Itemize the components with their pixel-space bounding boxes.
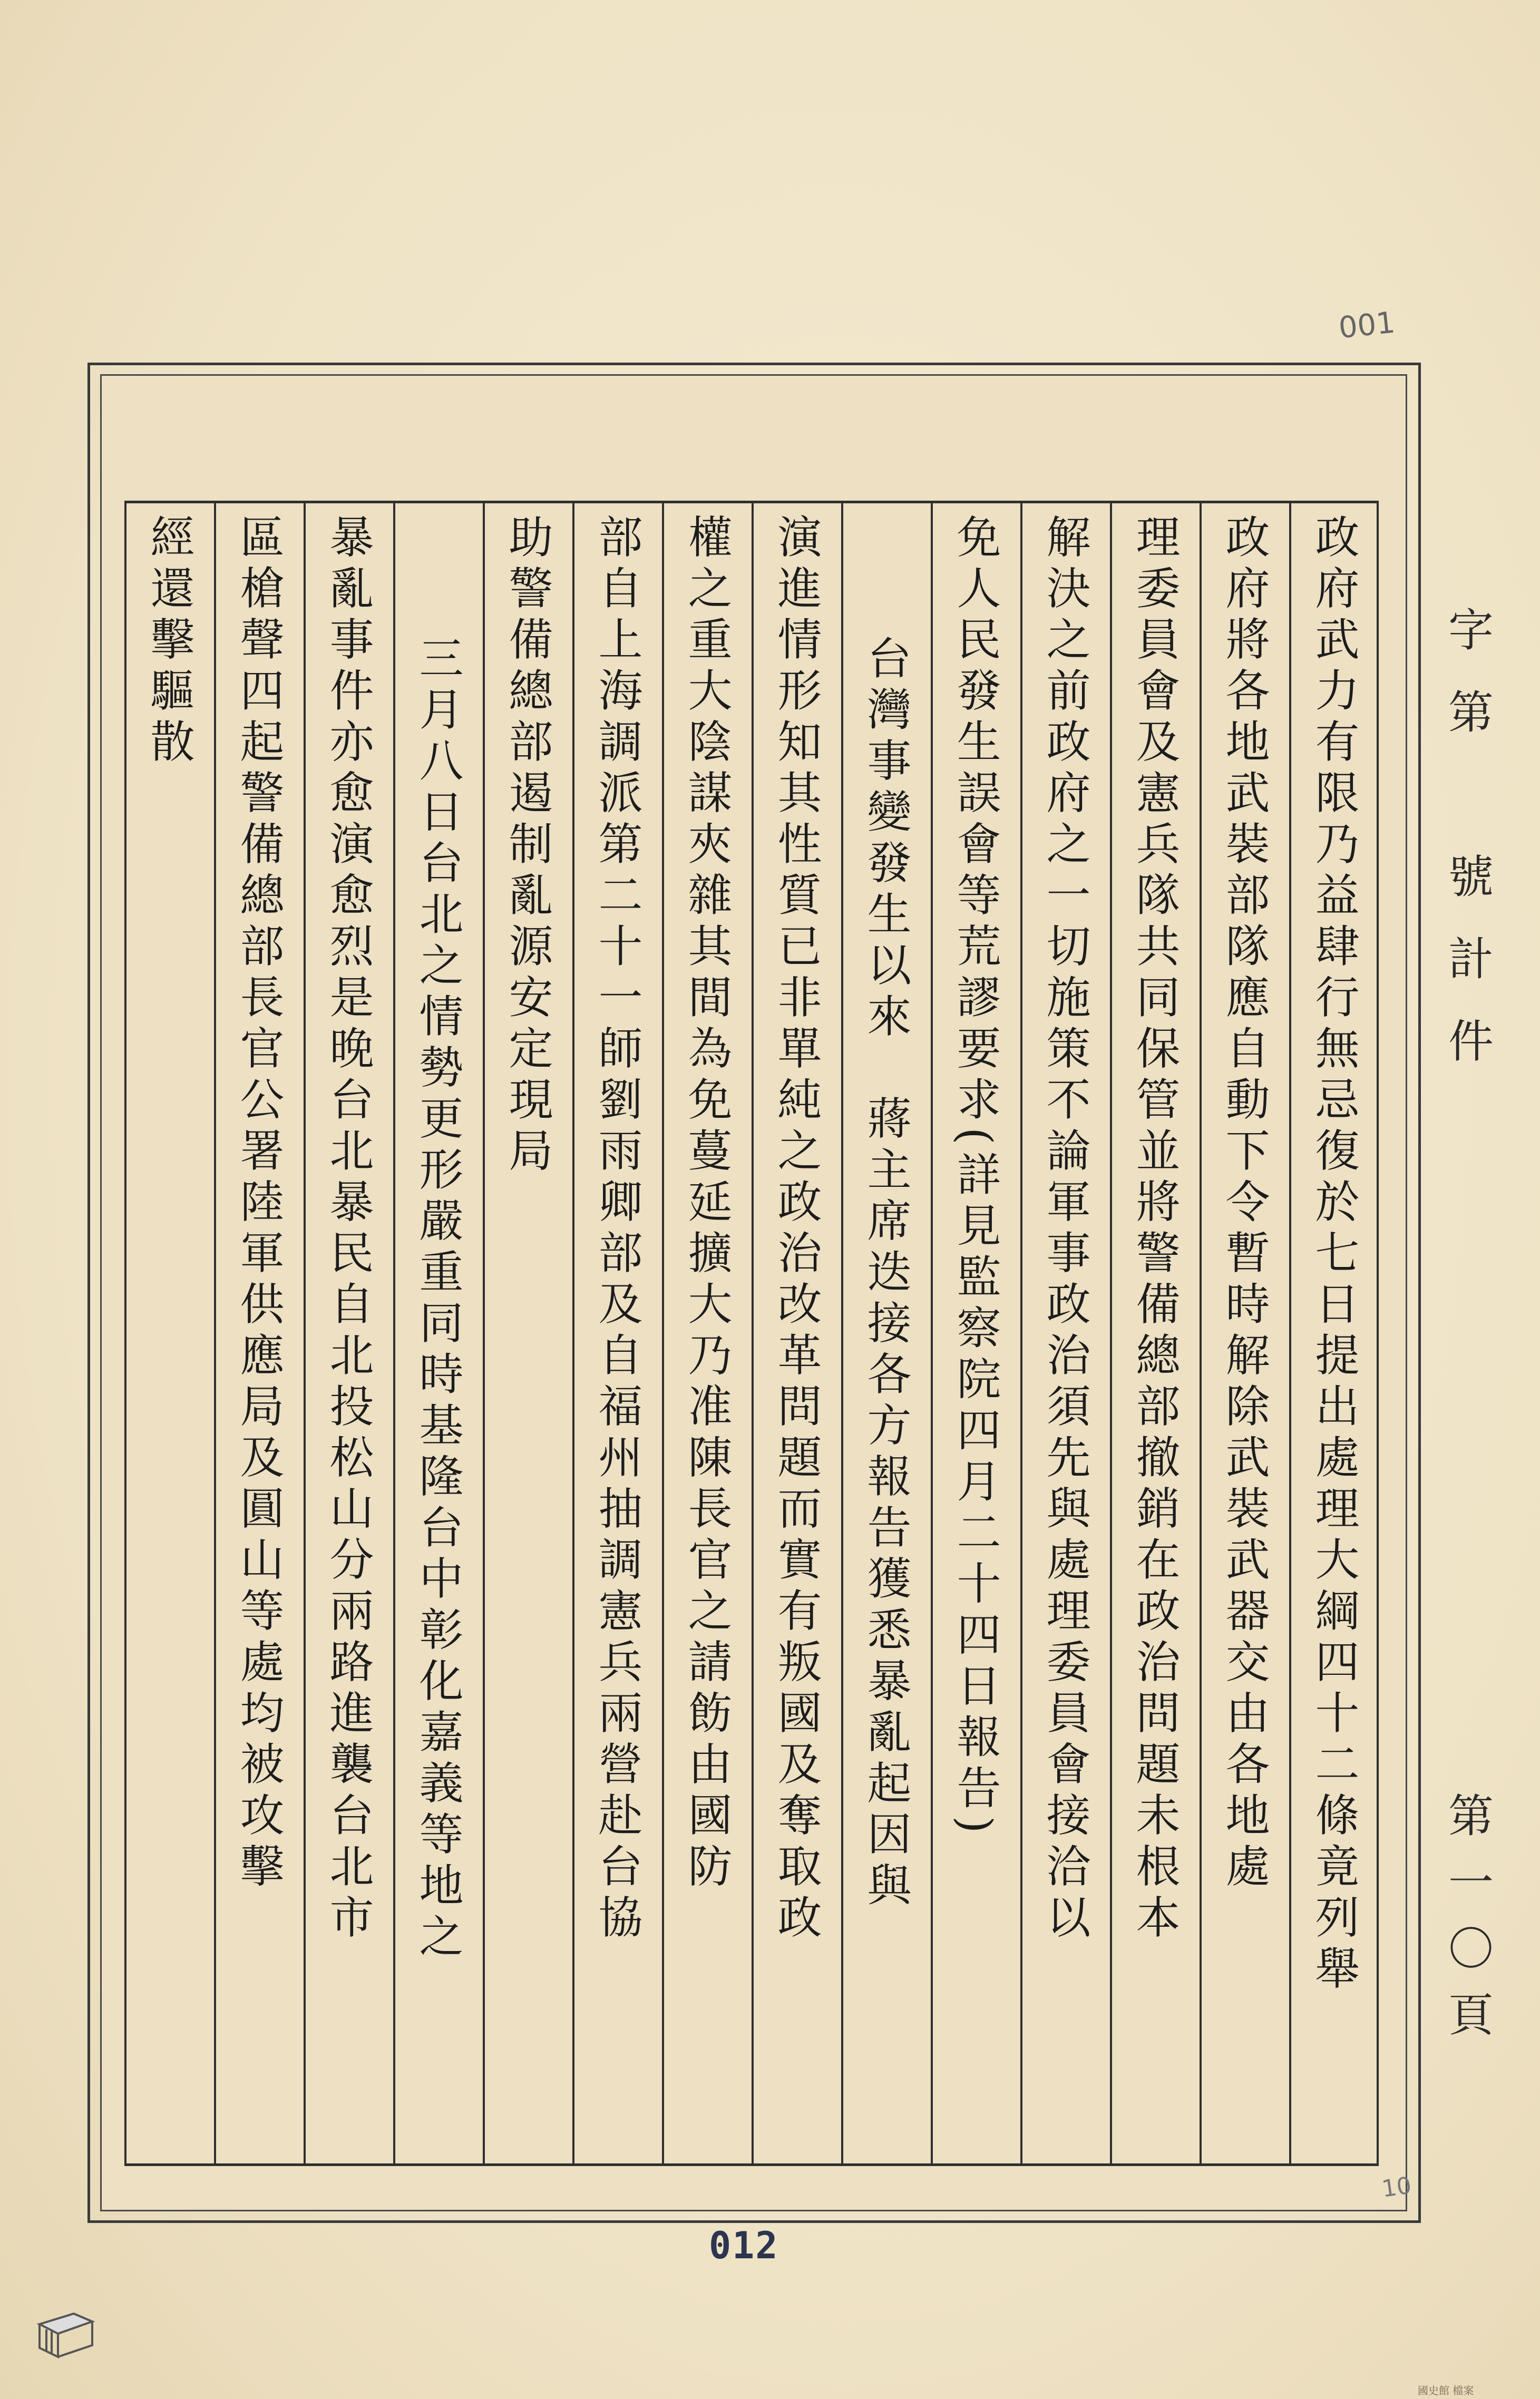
text-column-9: 部自上海調派第二十一師劉雨卿部及自福州抽調憲兵兩營赴台協 bbox=[591, 514, 643, 1945]
text-column-5: 免人民發生誤會等荒謬要求(詳見監察院四月二十四日報告) bbox=[950, 514, 1001, 1840]
grid-line bbox=[572, 501, 574, 2166]
grid-line bbox=[1110, 501, 1112, 2166]
grid-line bbox=[214, 501, 216, 2166]
archive-footnote: 國史館 檔案 bbox=[1418, 2384, 1474, 2397]
grid-line bbox=[393, 501, 395, 2166]
text-column-1: 政府武力有限乃益肆行無忌復於七日提出處理大綱四十二條竟列舉 bbox=[1308, 514, 1360, 1996]
grid-line bbox=[1020, 501, 1022, 2166]
grid-line bbox=[1377, 501, 1379, 2166]
text-column-3: 理委員會及憲兵隊共同保管並將警備總部撤銷在政治問題未根本 bbox=[1129, 514, 1181, 1945]
grid-line bbox=[1289, 501, 1291, 2166]
grid-line bbox=[752, 501, 754, 2166]
text-column-6: 台灣事變發生以來 蔣主席迭接各方報告獲悉暴亂起因與 bbox=[860, 635, 912, 1913]
book-stack-icon bbox=[32, 2293, 100, 2361]
text-column-12: 暴亂事件亦愈演愈烈是晚台北暴民自北投松山分兩路進襲台北市 bbox=[323, 514, 374, 1945]
text-column-8: 權之重大陰謀夾雜其間為免蔓延擴大乃准陳長官之請飭由國防 bbox=[681, 514, 733, 1894]
text-column-7: 演進情形知其性質已非單純之政治改革問題而實有叛國及奪取政 bbox=[771, 514, 822, 1945]
corner-number: 10 bbox=[1380, 2172, 1414, 2203]
handwritten-page-number: 001 bbox=[1337, 305, 1397, 346]
text-column-13: 區槍聲四起警備總部長官公署陸軍供應局及圓山等處均被攻擊 bbox=[233, 514, 285, 1894]
grid-line bbox=[1200, 501, 1202, 2166]
grid-line bbox=[124, 501, 126, 2166]
page-code-stamp: 012 bbox=[709, 2224, 779, 2267]
text-column-2: 政府將各地武裝部隊應自動下令暫時解除武裝武器交由各地處 bbox=[1219, 514, 1270, 1894]
grid-line bbox=[662, 501, 664, 2166]
text-column-14: 經還擊驅散 bbox=[143, 514, 195, 769]
grid-line bbox=[483, 501, 485, 2166]
text-column-10: 助警備總部遏制亂源安定現局 bbox=[502, 514, 553, 1178]
text-column-4: 解決之前政府之一切施策不論軍事政治須先與處理委員會接洽以 bbox=[1039, 514, 1091, 1945]
text-column-11: 三月八日台北之情勢更形嚴重同時基隆台中彰化嘉義等地之 bbox=[412, 635, 464, 1964]
file-number-label: 字第 號計件 bbox=[1440, 606, 1493, 1099]
grid-line bbox=[304, 501, 306, 2166]
grid-line bbox=[931, 501, 933, 2166]
grid-line bbox=[841, 501, 843, 2166]
page-number-label: 第一〇頁 bbox=[1440, 1792, 1493, 2057]
